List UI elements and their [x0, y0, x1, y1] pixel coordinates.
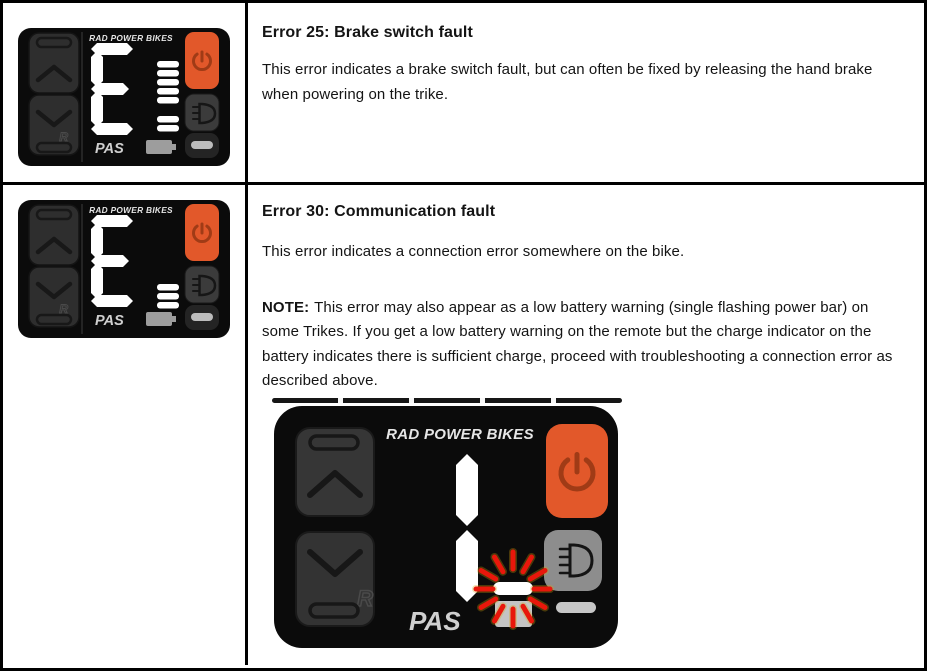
headlight-button	[544, 530, 602, 591]
remote-display-image-flashing-power-bar	[274, 406, 618, 648]
brand-label: RAD POWER BIKES	[386, 425, 534, 443]
up-arrow-button	[29, 205, 79, 265]
power-button	[546, 424, 608, 518]
cropped-image-edge	[272, 398, 622, 403]
headlight-button	[185, 94, 219, 131]
row-body: This error indicates a connection error somewhere on the bike.	[262, 243, 685, 260]
pill-indicator	[556, 602, 596, 613]
brand-label: RAD POWER BIKES	[89, 33, 173, 43]
battery-icon	[146, 312, 176, 326]
row-heading: Error 30: Communication fault	[262, 203, 496, 220]
power-button	[185, 32, 219, 89]
power-bar	[493, 582, 533, 595]
error-30-image-cell	[3, 185, 248, 665]
down-arrow-button	[29, 95, 79, 155]
reverse-label: R	[59, 130, 68, 144]
up-arrow-button	[296, 428, 374, 516]
pas-label: PAS	[95, 313, 124, 329]
mode-pill-button	[185, 133, 219, 158]
row-body: This error indicates a brake switch fault, but can often be fixed by releasing the hand brake when powering on the trike.	[262, 61, 873, 103]
power-button	[185, 204, 219, 261]
pill-indicator	[191, 141, 213, 149]
battery-icon	[146, 140, 176, 154]
remote-display-image-error-25	[18, 28, 230, 166]
pas-label: PAS	[409, 605, 461, 636]
reverse-label: R	[59, 302, 68, 316]
headlight-button	[185, 266, 219, 303]
reverse-label: R	[357, 585, 373, 611]
pas-label: PAS	[95, 141, 124, 157]
down-arrow-button	[296, 532, 374, 626]
mode-pill-button	[185, 305, 219, 330]
table-row-error-25	[3, 3, 924, 185]
brand-label: RAD POWER BIKES	[89, 205, 173, 215]
note-paragraph	[262, 296, 908, 394]
down-arrow-button	[29, 267, 79, 327]
pill-indicator	[191, 313, 213, 321]
error-30-text-cell	[248, 185, 924, 665]
table-row-error-30	[3, 185, 924, 665]
battery-level-bars	[157, 284, 179, 309]
note-text: This error may also appear as a low battery warning (single flashing power bar) on some Trikes. If you get a low battery warning on the remote but the charge indicator on the battery indicates there is sufficient charge, proceed with troubleshooting a connection error as described above.	[262, 298, 893, 389]
up-arrow-button	[29, 33, 79, 93]
error-25-text-cell	[248, 3, 924, 182]
row-heading: Error 25: Brake switch fault	[262, 24, 473, 41]
remote-display-image-error-30	[18, 200, 230, 338]
note-label: NOTE:	[262, 298, 310, 316]
error-25-image-cell	[3, 3, 248, 182]
